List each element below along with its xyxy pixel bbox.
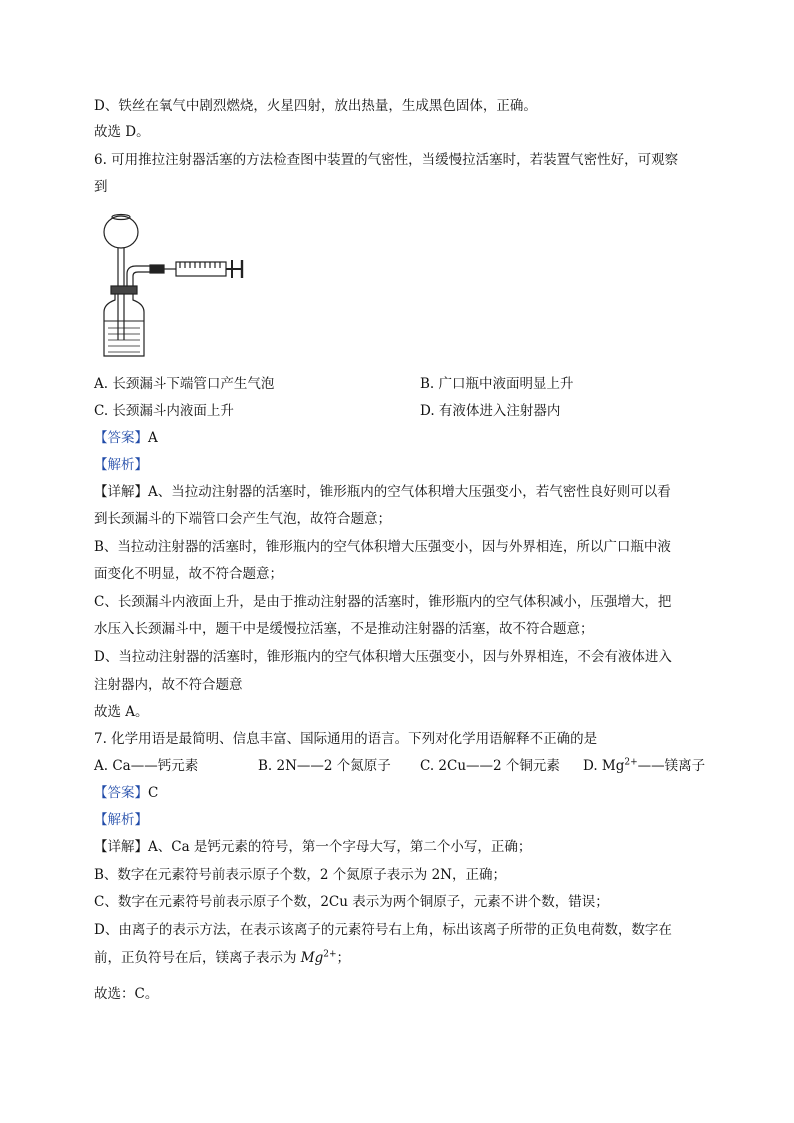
q7-option-d-prefix: D. Mg [583,758,625,774]
question-6-stem-cont: 到 [94,179,108,195]
q7-option-a: A. Ca——钙元素 [94,758,199,774]
q6-option-d: D. 有液体进入注射器内 [420,403,561,419]
explain-text-end: ； [336,950,351,966]
text-line: 故选 D。 [94,124,150,140]
text-line: D、铁丝在氧气中剧烈燃烧，火星四射，放出热量，生成黑色固体，正确。 [94,98,537,114]
question-6-stem: 6. 可用推拉注射器活塞的方法检查图中装置的气密性，当缓慢拉活塞时，若装置气密性好，可观察 [94,152,679,168]
answer-value: A [148,430,158,446]
explain-text: 前，正负符号在后，镁离子表示为 [94,950,301,966]
q7-explain-a [94,837,531,857]
q7-option-d-charge: 2+ [624,757,638,768]
q7-choice: 故选：C。 [94,986,159,1002]
q7-explain-d2 [94,948,350,968]
q7-explain-c: C、数字在元素符号前表示原子个数，2Cu 表示为两个铜原子，元素不讲个数，错误； [94,894,609,910]
q7-option-d [583,756,705,776]
analysis-label: 【解析】 [94,457,148,473]
q6-option-a: A. 长颈漏斗下端管口产生气泡 [94,376,275,392]
q7-explain-d1: D、由离子的表示方法，在表示该离子的元素符号右上角，标出该离子所带的正负电荷数，数字在 [94,922,672,938]
explain-text: A、Ca 是钙元素的符号，第一个字母大写，第二个小写，正确； [148,839,532,855]
q7-option-c: C. 2Cu——2 个铜元素 [420,758,560,774]
q6-explain-b2: 面变化不明显，故不符合题意； [94,566,283,582]
apparatus-diagram [100,212,260,362]
q6-explain-d1: D、当拉动注射器的活塞时，锥形瓶内的空气体积增大压强变小，因与外界相连，不会有液体进入 [94,649,672,665]
formula-mg: Mg [300,950,324,966]
q7-option-b: B. 2N——2 个氮原子 [258,758,391,774]
answer-label: 【答案】 [94,430,148,446]
q6-answer [94,428,158,448]
q6-choice: 故选 A。 [94,704,149,720]
q6-explain-c2: 水压入长颈漏斗中，题干中是缓慢拉活塞，不是推动注射器的活塞，故不符合题意； [94,621,594,637]
answer-value: C [148,785,159,801]
q6-explain-c1: C、长颈漏斗内液面上升，是由于推动注射器的活塞时，锥形瓶内的空气体积减小，压强增大，把 [94,594,672,610]
analysis-label: 【解析】 [94,812,148,828]
q7-explain-b: B、数字在元素符号前表示原子个数，2 个氮原子表示为 2N，正确； [94,867,506,883]
q7-answer [94,783,158,803]
q6-explain-b1: B、当拉动注射器的活塞时，锥形瓶内的空气体积增大压强变小，因与外界相连，所以广口瓶中液 [94,539,671,555]
q6-explain-a1 [94,482,671,502]
formula-charge: 2+ [323,949,337,960]
answer-label: 【答案】 [94,785,148,801]
q6-analysis-label [94,455,148,475]
detail-label: 【详解】 [94,484,148,500]
q6-option-c: C. 长颈漏斗内液面上升 [94,403,234,419]
explain-text: A、当拉动注射器的活塞时，锥形瓶内的空气体积增大压强变小，若气密性良好则可以看 [148,484,671,500]
q6-option-b: B. 广口瓶中液面明显上升 [420,376,574,392]
detail-label: 【详解】 [94,839,148,855]
q6-explain-d2: 注射器内，故不符合题意 [94,677,243,693]
question-7-stem: 7. 化学用语是最简明、信息丰富、国际通用的语言。下列对化学用语解释不正确的是 [94,731,598,747]
q7-option-d-text: ——镁离子 [637,758,706,774]
q6-explain-a2: 到长颈漏斗的下端管口会产生气泡，故符合题意； [94,511,391,527]
q7-analysis-label [94,810,148,830]
